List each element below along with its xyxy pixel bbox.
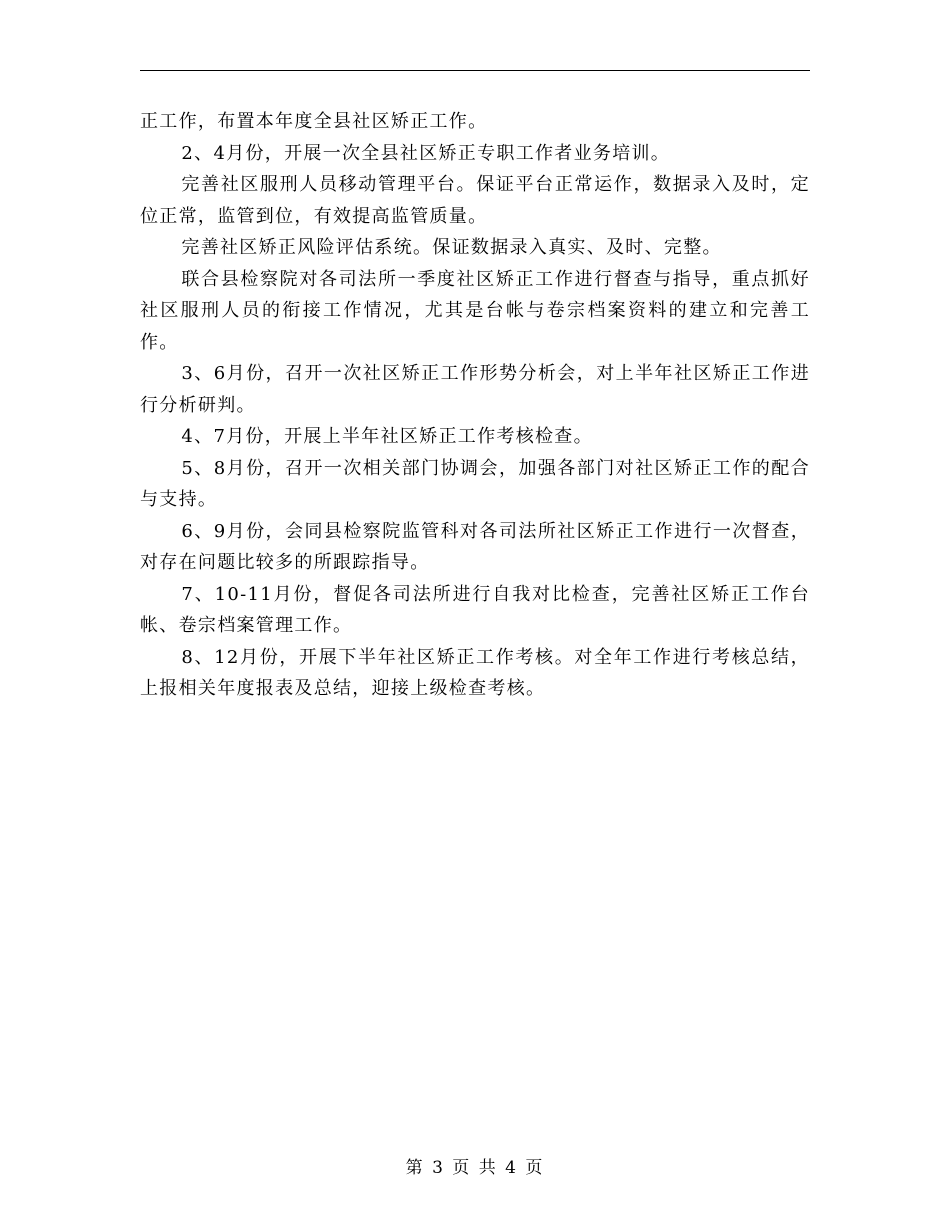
paragraph-11: 8、12月份，开展下半年社区矫正工作考核。对全年工作进行考核总结，上报相关年度报表及总结，迎接上级检查考核。 bbox=[140, 646, 810, 699]
paragraph-4: 完善社区矫正风险评估系统。保证数据录入真实、及时、完整。 bbox=[181, 237, 722, 258]
footer-prefix: 第 bbox=[405, 1158, 425, 1178]
footer-middle: 页 共 bbox=[452, 1158, 498, 1178]
paragraph-3: 完善社区服刑人员移动管理平台。保证平台正常运作，数据录入及时，定位正常，监管到位，有效提高监管质量。 bbox=[140, 174, 810, 227]
paragraph-7: 4、7月份，开展上半年社区矫正工作考核检查。 bbox=[181, 426, 593, 447]
paragraph-2: 2、4月份，开展一次全县社区矫正专职工作者业务培训。 bbox=[181, 142, 671, 164]
page-footer bbox=[0, 1153, 950, 1178]
paragraph-8: 5、8月份，召开一次相关部门协调会，加强各部门对社区矫正工作的配合与支持。 bbox=[140, 457, 810, 510]
footer-current-page: 3 bbox=[432, 1158, 445, 1178]
paragraph-6: 3、6月份，召开一次社区矫正工作形势分析会，对上半年社区矫正工作进行分析研判。 bbox=[140, 363, 810, 416]
footer-total-pages: 4 bbox=[505, 1158, 518, 1178]
footer-suffix: 页 bbox=[525, 1158, 545, 1178]
header-rule bbox=[140, 70, 810, 71]
paragraph-5: 联合县检察院对各司法所一季度社区矫正工作进行督查与指导，重点抓好社区服刑人员的衔接工作情况，尤其是台帐与卷宗档案资料的建立和完善工作。 bbox=[140, 268, 810, 353]
paragraph-10: 7、10-11月份，督促各司法所进行自我对比检查，完善社区矫正工作台帐、卷宗档案管理工作。 bbox=[140, 583, 810, 636]
document-body bbox=[140, 106, 810, 705]
paragraph-1: 正工作，布置本年度全县社区矫正工作。 bbox=[140, 111, 488, 132]
paragraph-9: 6、9月份，会同县检察院监管科对各司法所社区矫正工作进行一次督查，对存在问题比较多的所跟踪指导。 bbox=[140, 520, 810, 573]
